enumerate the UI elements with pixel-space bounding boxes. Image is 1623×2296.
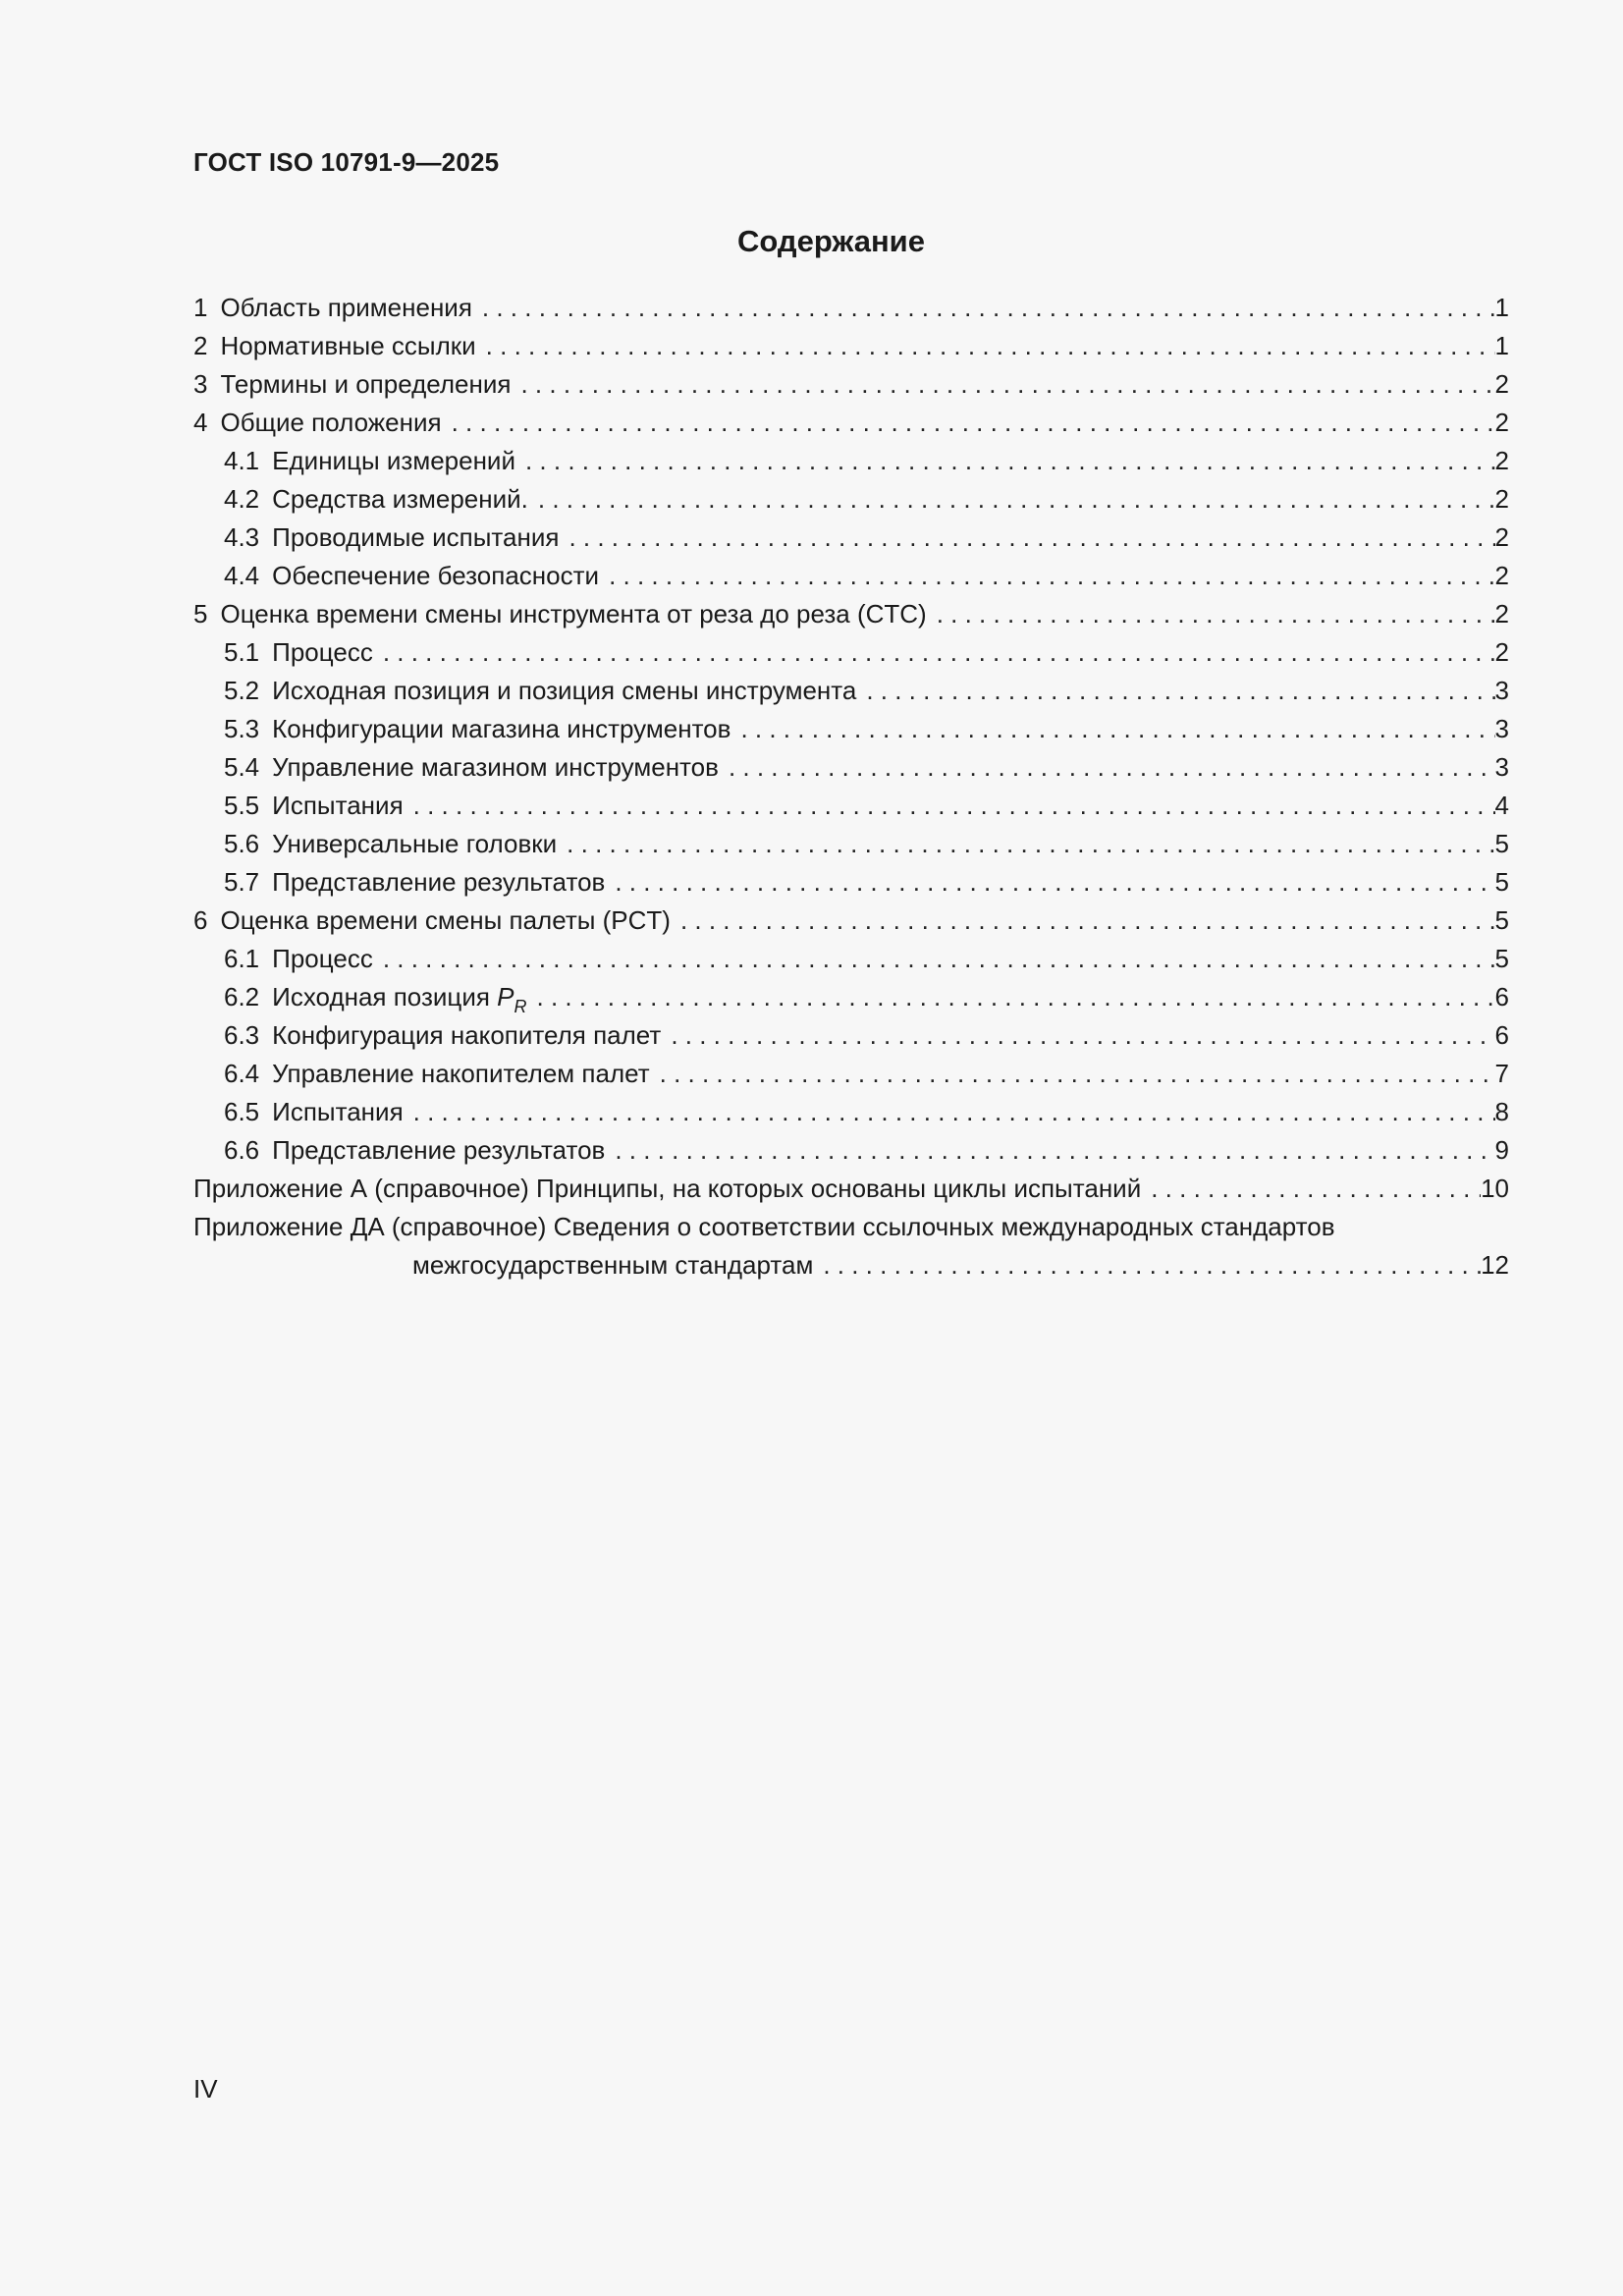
toc-entry-5[interactable] <box>193 595 1509 633</box>
toc-entry-label: 5.2 Исходная позиция и позиция смены инструмента <box>224 676 857 705</box>
toc-entry-label: 6 Оценка времени смены палеты (PCT) <box>193 905 671 935</box>
toc-entry-4-4[interactable] <box>193 557 1509 595</box>
toc-entry-6-1[interactable] <box>193 940 1509 978</box>
dot-leader <box>373 633 1495 672</box>
dot-leader <box>557 825 1494 863</box>
toc-entry-6-6[interactable] <box>193 1131 1509 1170</box>
toc-entry-appendix-da[interactable] <box>193 1208 1509 1246</box>
toc-entry-page: 2 <box>1494 599 1509 629</box>
toc-entry-page: 1 <box>1494 293 1509 322</box>
toc-entry-label: Приложение ДА (справочное) Сведения о соответствии ссылочных международных стандартов <box>193 1212 1335 1241</box>
variable-subscript: R <box>514 997 527 1016</box>
dot-leader <box>511 365 1494 404</box>
toc-entry-5-7[interactable] <box>193 863 1509 902</box>
toc-entry-label: 5.7 Представление результатов <box>224 867 606 897</box>
table-of-contents <box>193 289 1509 1285</box>
dot-leader <box>661 1016 1494 1055</box>
toc-entry-page: 3 <box>1494 752 1509 782</box>
toc-entry-label: 2 Нормативные ссылки <box>193 331 476 360</box>
document-code: ГОСТ ISO 10791-9—2025 <box>193 147 500 177</box>
toc-entry-page: 9 <box>1494 1135 1509 1165</box>
dot-leader <box>605 863 1494 902</box>
toc-entry-6-5[interactable] <box>193 1093 1509 1131</box>
toc-entry-page: 2 <box>1494 522 1509 552</box>
toc-entry-label: 6.5 Испытания <box>224 1097 404 1126</box>
toc-entry-page: 6 <box>1494 982 1509 1011</box>
toc-entry-label: 5 Оценка времени смены инструмента от реза до реза (CTC) <box>193 599 927 629</box>
dot-leader <box>719 748 1495 787</box>
toc-entry-label: 4.3 Проводимые испытания <box>224 522 560 552</box>
toc-entry-3[interactable] <box>193 365 1509 404</box>
toc-entry-label: 5.4 Управление магазином инструментов <box>224 752 719 782</box>
dot-leader <box>472 289 1495 327</box>
toc-entry-page: 2 <box>1494 637 1509 667</box>
dot-leader <box>730 710 1494 748</box>
dot-leader <box>650 1055 1495 1093</box>
dot-leader <box>528 480 1495 519</box>
toc-entry-label: 5.5 Испытания <box>224 791 404 820</box>
toc-entry-page: 3 <box>1494 714 1509 743</box>
dot-leader <box>527 978 1495 1016</box>
dot-leader <box>404 1093 1495 1131</box>
toc-entry-label: 5.6 Универсальные головки <box>224 829 558 858</box>
dot-leader <box>442 404 1495 442</box>
toc-entry-5-1[interactable] <box>193 633 1509 672</box>
toc-entry-page: 1 <box>1494 331 1509 360</box>
toc-entry-page: 4 <box>1494 791 1509 820</box>
variable-symbol: P <box>497 982 514 1011</box>
toc-entry-page: 2 <box>1494 484 1509 514</box>
toc-entry-label: 5.3 Конфигурации магазина инструментов <box>224 714 731 743</box>
toc-entry-page: 10 <box>1481 1174 1509 1203</box>
toc-entry-page: 2 <box>1494 408 1509 437</box>
toc-entry-5-5[interactable] <box>193 787 1509 825</box>
toc-entry-label: 4.2 Средства измерений. <box>224 484 528 514</box>
dot-leader <box>404 787 1495 825</box>
toc-entry-6-4[interactable] <box>193 1055 1509 1093</box>
toc-entry-page: 7 <box>1494 1059 1509 1088</box>
dot-leader <box>927 595 1495 633</box>
toc-entry-6[interactable] <box>193 902 1509 940</box>
toc-entry-label: межгосударственным стандартам <box>412 1250 814 1280</box>
page-number: IV <box>193 2074 218 2104</box>
toc-entry-page: 12 <box>1481 1250 1509 1280</box>
toc-entry-5-4[interactable] <box>193 748 1509 787</box>
toc-entry-page: 5 <box>1494 867 1509 897</box>
dot-leader <box>476 327 1495 365</box>
toc-entry-1[interactable] <box>193 289 1509 327</box>
toc-entry-page: 6 <box>1494 1020 1509 1050</box>
toc-entry-label: Приложение А (справочное) Принципы, на которых основаны циклы испытаний <box>193 1174 1142 1203</box>
toc-entry-label: 6.1 Процесс <box>224 944 373 973</box>
toc-entry-label: 4 Общие положения <box>193 408 442 437</box>
toc-entry-page: 2 <box>1494 369 1509 399</box>
dot-leader <box>671 902 1495 940</box>
toc-entry-4-1[interactable] <box>193 442 1509 480</box>
dot-leader <box>559 519 1494 557</box>
toc-entry-label: 6.4 Управление накопителем палет <box>224 1059 650 1088</box>
toc-entry-page: 5 <box>1494 829 1509 858</box>
toc-entry-label: 3 Термины и определения <box>193 369 512 399</box>
toc-entry-label: 4.1 Единицы измерений <box>224 446 515 475</box>
toc-entry-label: 6.2 Исходная позиция $P_R$ <box>224 982 527 1016</box>
dot-leader <box>599 557 1494 595</box>
toc-entry-2[interactable] <box>193 327 1509 365</box>
toc-entry-5-2[interactable] <box>193 672 1509 710</box>
toc-entry-5-6[interactable] <box>193 825 1509 863</box>
toc-entry-6-3[interactable] <box>193 1016 1509 1055</box>
toc-entry-appendix-a[interactable] <box>193 1170 1509 1208</box>
toc-entry-page: 5 <box>1494 905 1509 935</box>
toc-entry-page: 5 <box>1494 944 1509 973</box>
toc-entry-5-3[interactable] <box>193 710 1509 748</box>
toc-entry-4-3[interactable] <box>193 519 1509 557</box>
dot-leader <box>605 1131 1494 1170</box>
dot-leader <box>813 1246 1481 1285</box>
toc-entry-appendix-da-continuation[interactable] <box>193 1246 1509 1285</box>
toc-entry-6-2[interactable] <box>193 978 1509 1016</box>
toc-entry-label: 1 Область применения <box>193 293 472 322</box>
dot-leader <box>515 442 1495 480</box>
toc-entry-label: 5.1 Процесс <box>224 637 373 667</box>
toc-entry-label: 6.3 Конфигурация накопителя палет <box>224 1020 662 1050</box>
dot-leader <box>373 940 1495 978</box>
dot-leader <box>856 672 1494 710</box>
toc-entry-label: 4.4 Обеспечение безопасности <box>224 561 600 590</box>
dot-leader <box>1141 1170 1481 1208</box>
toc-entry-page: 3 <box>1494 676 1509 705</box>
toc-entry-page: 2 <box>1494 446 1509 475</box>
toc-entry-page: 8 <box>1494 1097 1509 1126</box>
toc-entry-label: 6.6 Представление результатов <box>224 1135 606 1165</box>
toc-title: Содержание <box>737 224 925 258</box>
toc-entry-4[interactable] <box>193 404 1509 442</box>
toc-entry-page: 2 <box>1494 561 1509 590</box>
toc-entry-4-2[interactable] <box>193 480 1509 519</box>
